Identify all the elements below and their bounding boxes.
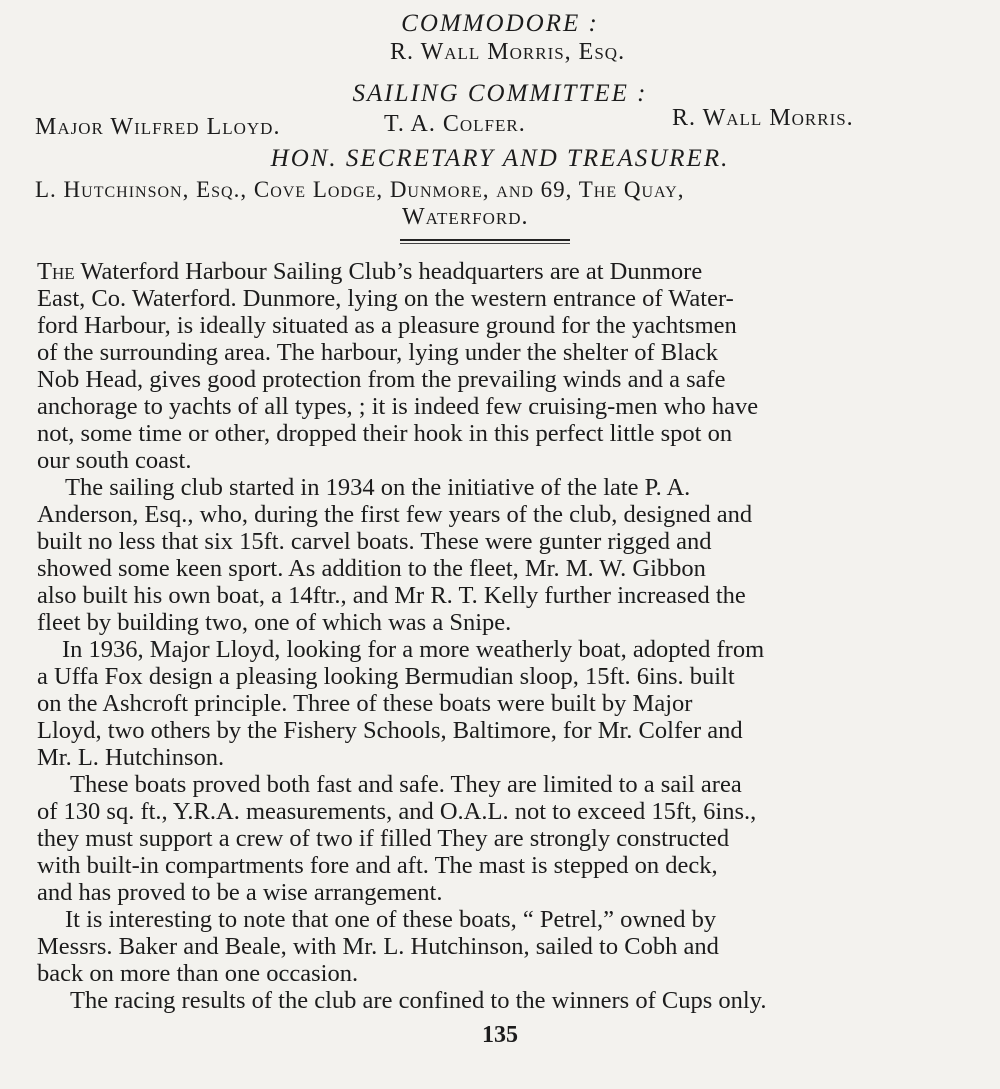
body-line: It is interesting to note that one of these boats, “ Petrel,” owned by xyxy=(65,906,717,933)
body-line: they must support a crew of two if filled They are strongly constructed xyxy=(37,825,730,852)
committee-member-1: Major Wilfred Lloyd. xyxy=(35,114,281,140)
body-line: of the surrounding area. The harbour, lying under the shelter of Black xyxy=(37,339,718,366)
body-line: and has proved to be a wise arrangement. xyxy=(37,879,443,906)
body-line: our south coast. xyxy=(37,447,192,474)
commodore-name: R. Wall Morris, Esq. xyxy=(390,39,626,65)
page-number: 135 xyxy=(482,1022,518,1048)
lead-word: The xyxy=(37,258,75,285)
committee-member-3: R. Wall Morris. xyxy=(672,105,854,131)
secretary-line-2: Waterford. xyxy=(402,204,529,230)
body-line: The racing results of the club are confined to the winners of Cups only. xyxy=(70,987,767,1014)
body-line: fleet by building two, one of which was a Snipe. xyxy=(37,609,512,636)
body-line: East, Co. Waterford. Dunmore, lying on the western entrance of Water- xyxy=(37,285,734,312)
commodore-heading: COMMODORE : xyxy=(401,10,599,37)
body-line: Nob Head, gives good protection from the prevailing winds and a safe xyxy=(37,366,726,393)
committee-heading: SAILING COMMITTEE : xyxy=(352,80,648,107)
body-line: Mr. L. Hutchinson. xyxy=(37,744,225,771)
body-line: on the Ashcroft principle. Three of these boats were built by Major xyxy=(37,690,693,717)
body-line: anchorage to yachts of all types, ; it is indeed few cruising-men who have xyxy=(37,393,759,420)
body-line: not, some time or other, dropped their hook in this perfect little spot on xyxy=(37,420,733,447)
secretary-line-1: L. Hutchinson, Esq., Cove Lodge, Dunmore, and 69, The Quay, xyxy=(35,177,685,202)
body-line: built no less that six 15ft. carvel boats. These were gunter rigged and xyxy=(37,528,712,555)
body-line: showed some keen sport. As addition to the fleet, Mr. M. W. Gibbon xyxy=(37,555,706,582)
body-line: Lloyd, two others by the Fishery Schools, Baltimore, for Mr. Colfer and xyxy=(37,717,743,744)
body-line: with built-in compartments fore and aft. The mast is stepped on deck, xyxy=(37,852,718,879)
body-line: of 130 sq. ft., Y.R.A. measurements, and O.A.L. not to exceed 15ft, 6ins., xyxy=(37,798,757,825)
body-line: Messrs. Baker and Beale, with Mr. L. Hutchinson, sailed to Cobh and xyxy=(37,933,719,960)
body-line: Anderson, Esq., who, during the first few years of the club, designed and xyxy=(37,501,753,528)
body-line xyxy=(37,258,702,285)
divider-rule xyxy=(400,239,570,241)
body-line: These boats proved both fast and safe. They are limited to a sail area xyxy=(70,771,742,798)
body-line: also built his own boat, a 14ftr., and Mr R. T. Kelly further increased the xyxy=(37,582,746,609)
body-line: In 1936, Major Lloyd, looking for a more weatherly boat, adopted from xyxy=(62,636,765,663)
body-line: The sailing club started in 1934 on the initiative of the late P. A. xyxy=(65,474,691,501)
body-line-text: Waterford Harbour Sailing Club’s headquarters are at Dunmore xyxy=(74,258,703,285)
body-line: a Uffa Fox design a pleasing looking Bermudian sloop, 15ft. 6ins. built xyxy=(37,663,735,690)
body-line: back on more than one occasion. xyxy=(37,960,359,987)
secretary-heading: HON. SECRETARY AND TREASURER. xyxy=(270,145,730,172)
divider-rule-thin xyxy=(400,243,570,244)
body-line: ford Harbour, is ideally situated as a pleasure ground for the yachtsmen xyxy=(37,312,737,339)
committee-member-2: T. A. Colfer. xyxy=(384,111,526,137)
